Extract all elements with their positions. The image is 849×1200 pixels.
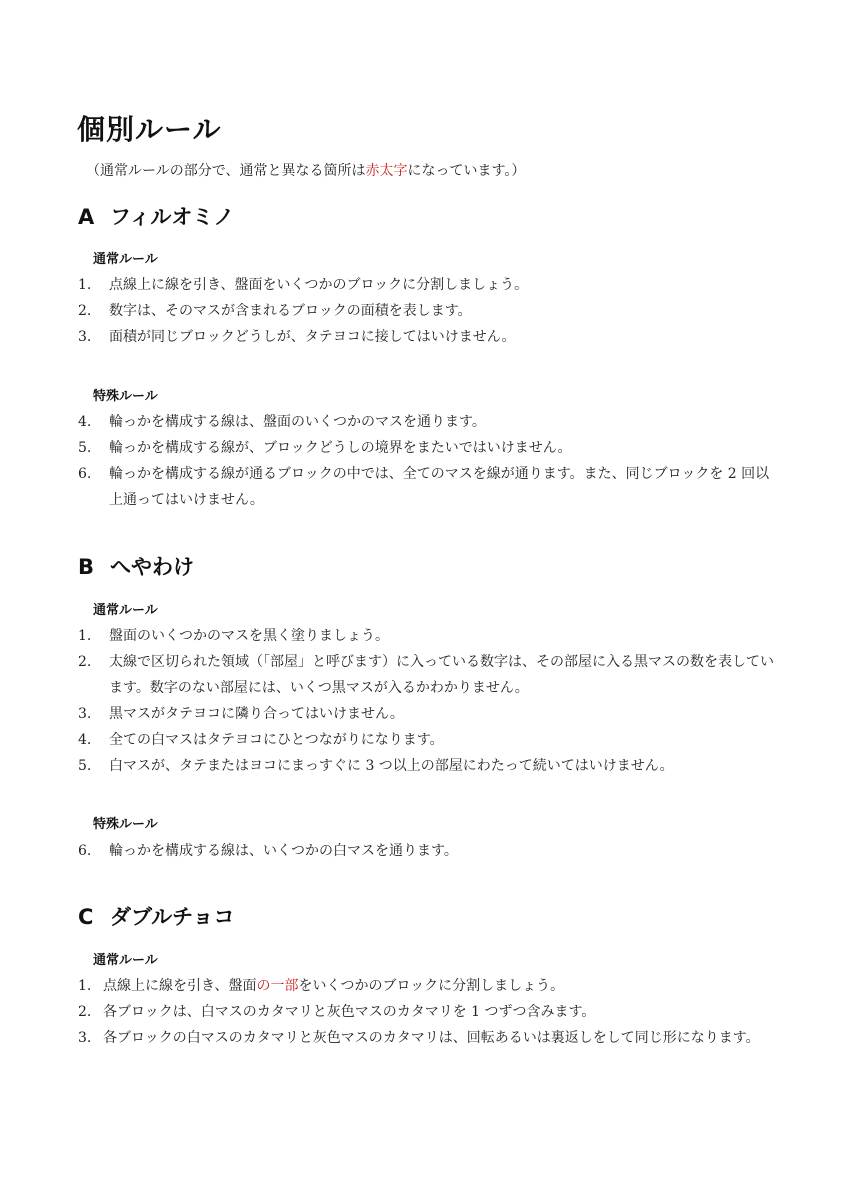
rule-item <box>78 701 778 727</box>
section-a-special-label: 特殊ルール <box>93 389 158 404</box>
page-title: 個別ルール <box>77 113 222 146</box>
rule-number: 1. <box>78 277 92 293</box>
rule-text: 面積が同じブロックどうしが、タテヨコに接してはいけません。 <box>109 329 516 345</box>
section-letter: C <box>78 905 94 929</box>
rule-number: 1. <box>78 978 92 994</box>
rule-number: 2. <box>78 1004 92 1020</box>
rule-item <box>78 649 778 701</box>
rule-text-after: をいくつかのブロックに分割しましょう。 <box>298 978 565 994</box>
rule-item <box>78 838 778 864</box>
rule-item <box>78 409 778 435</box>
rule-item <box>78 999 778 1025</box>
section-b-special-label: 特殊ルール <box>93 817 158 832</box>
note-text-before: （通常ルールの部分で、通常と異なる箇所は <box>86 163 366 179</box>
rule-item <box>78 324 778 350</box>
section-letter: B <box>78 555 95 579</box>
rule-text: 全ての白マスはタテヨコにひとつながりになります。 <box>109 732 444 748</box>
section-letter: A <box>78 205 95 229</box>
rule-number: 5. <box>78 758 92 774</box>
section-name: ダブルチョコ <box>110 905 235 929</box>
intro-note <box>86 160 525 180</box>
rule-text: 太線で区切られた領域（「部屋」と呼びます）に入っている数字は、その部屋に入る黒マスの数を表しています。数字のない部屋には、いくつ黒マスが入るかわかりません。 <box>109 654 774 696</box>
rule-text: 点線上に線を引き、盤面をいくつかのブロックに分割しましょう。 <box>109 277 529 293</box>
rule-text: 盤面のいくつかのマスを黒く塗りましょう。 <box>109 628 389 644</box>
rule-item <box>78 727 778 753</box>
section-a-heading <box>78 201 234 231</box>
rule-text-before: 点線上に線を引き、盤面 <box>103 978 257 994</box>
section-c-normal-label: 通常ルール <box>93 953 158 968</box>
rule-number: 1. <box>78 628 92 644</box>
rule-number: 4. <box>78 414 92 430</box>
rule-item <box>78 1025 778 1051</box>
rule-item <box>78 298 778 324</box>
rule-text <box>103 973 778 999</box>
section-c-heading <box>78 901 235 931</box>
rule-number: 2. <box>78 654 92 670</box>
rule-item <box>78 973 778 999</box>
section-b-normal-label: 通常ルール <box>93 603 158 618</box>
rule-text: 白マスが、タテまたはヨコにまっすぐに 3 つ以上の部屋にわたって続いてはいけません。 <box>109 758 674 774</box>
rule-number: 6. <box>78 466 92 482</box>
rule-item <box>78 272 778 298</box>
rule-text: 輪っかを構成する線は、盤面のいくつかのマスを通ります。 <box>109 414 486 430</box>
rule-item <box>78 623 778 649</box>
rule-text-highlight: の一部 <box>256 978 299 994</box>
rule-number: 4. <box>78 732 92 748</box>
rule-text: 数字は、そのマスが含まれるブロックの面積を表します。 <box>109 303 472 319</box>
section-name: フィルオミノ <box>110 205 235 229</box>
rule-number: 3. <box>78 706 92 722</box>
rule-text: 各ブロックは、白マスのカタマリと灰色マスのカタマリを 1 つずつ含みます。 <box>103 1004 596 1020</box>
rule-text: 各ブロックの白マスのカタマリと灰色マスのカタマリは、回転あるいは裏返しをして同じ形になります。 <box>103 1030 760 1046</box>
rule-text: 輪っかを構成する線が通るブロックの中では、全てのマスを線が通ります。また、同じブロックを 2 回以上通ってはいけません。 <box>109 466 770 508</box>
section-name: へやわけ <box>110 555 194 579</box>
rule-number: 5. <box>78 440 92 456</box>
note-highlight: 赤太字 <box>365 163 408 179</box>
section-a-normal-label: 通常ルール <box>93 252 158 267</box>
rule-text: 黒マスがタテヨコに隣り合ってはいけません。 <box>109 706 404 722</box>
rule-text: 輪っかを構成する線は、いくつかの白マスを通ります。 <box>109 843 458 859</box>
rule-number: 3. <box>78 329 92 345</box>
rule-number: 6. <box>78 843 92 859</box>
rule-text: 輪っかを構成する線が、ブロックどうしの境界をまたいではいけません。 <box>109 440 572 456</box>
rule-number: 3. <box>78 1030 92 1046</box>
rule-item <box>78 435 778 461</box>
section-b-heading <box>78 551 194 581</box>
rule-number: 2. <box>78 303 92 319</box>
rule-item <box>78 461 778 513</box>
note-text-after: になっています。） <box>407 163 526 179</box>
rule-item <box>78 753 778 779</box>
